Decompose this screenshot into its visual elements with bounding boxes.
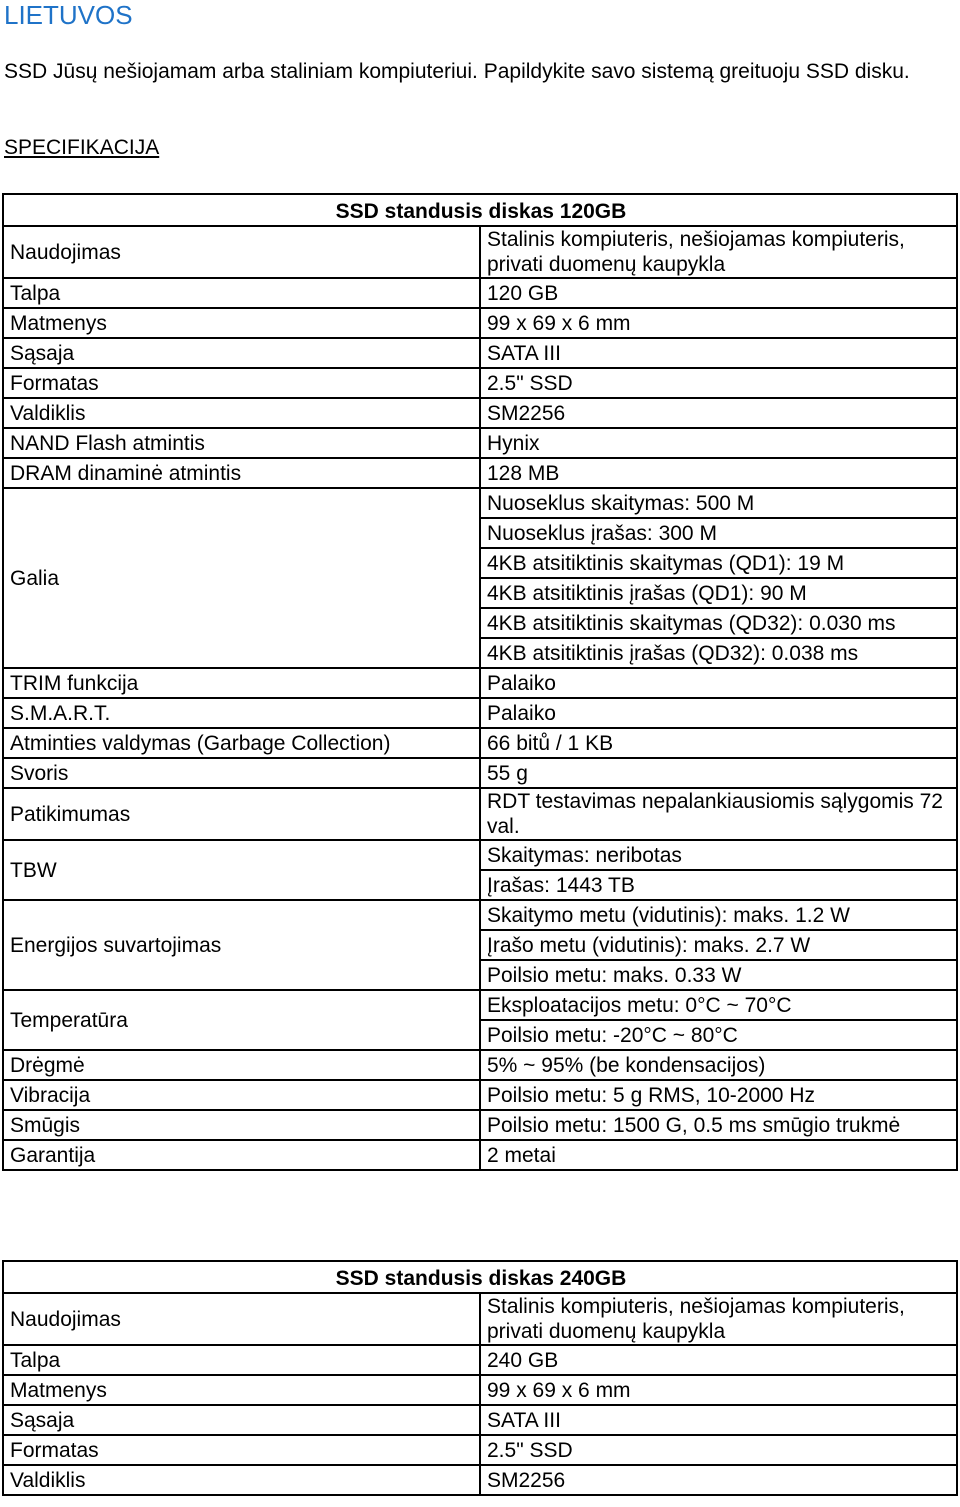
table-row [3, 488, 957, 518]
spec-value: 66 bitů / 1 KB [480, 728, 957, 758]
intro-text: SSD Jūsų nešiojamam arba staliniam kompiuteriui. Papildykite savo sistemą greituoju SSD disku. [4, 60, 910, 83]
spec-value: 120 GB [480, 278, 957, 308]
spec-label-tbw: TBW [3, 840, 480, 900]
spec-value: 99 x 69 x 6 mm [480, 1375, 957, 1405]
spec-value: 240 GB [480, 1345, 957, 1375]
spec-table-240gb [2, 1260, 958, 1496]
spec-label-talpa: Talpa [3, 278, 480, 308]
table-row [3, 840, 957, 870]
spec-value: Poilsio metu: -20°C ~ 80°C [480, 1020, 957, 1050]
spec-value: Skaitymo metu (vidutinis): maks. 1.2 W [480, 900, 957, 930]
table-title: SSD standusis diskas 120GB [3, 194, 957, 226]
spec-value: 2.5" SSD [480, 368, 957, 398]
spec-label-galia: Galia [3, 488, 480, 668]
table-row [3, 1050, 957, 1080]
table-row [3, 668, 957, 698]
spec-label-valdiklis: Valdiklis [3, 398, 480, 428]
table-row [3, 758, 957, 788]
spec-value: Įrašo metu (vidutinis): maks. 2.7 W [480, 930, 957, 960]
table-row [3, 1345, 957, 1375]
spec-value: Nuoseklus skaitymas: 500 M [480, 488, 957, 518]
table-row [3, 1110, 957, 1140]
spec-label-dregme: Drėgmė [3, 1050, 480, 1080]
spec-label-matmenys: Matmenys [3, 1375, 480, 1405]
table-row [3, 428, 957, 458]
spec-value: 5% ~ 95% (be kondensacijos) [480, 1050, 957, 1080]
page-heading: LIETUVOS [4, 0, 133, 30]
table-row [3, 368, 957, 398]
spec-label-naudojimas: Naudojimas [3, 1293, 480, 1345]
spec-label-matmenys: Matmenys [3, 308, 480, 338]
table-row [3, 788, 957, 840]
spec-label-smugis: Smūgis [3, 1110, 480, 1140]
spec-value: Įrašas: 1443 TB [480, 870, 957, 900]
spec-value: Stalinis kompiuteris, nešiojamas kompiuteris, privati duomenų kaupykla [480, 226, 957, 278]
table-row [3, 1293, 957, 1345]
spec-label-sasaja: Sąsaja [3, 338, 480, 368]
table-row [3, 900, 957, 930]
table-row [3, 398, 957, 428]
spec-label-dram-dinamine-atmintis: DRAM dinaminė atmintis [3, 458, 480, 488]
spec-label-svoris: Svoris [3, 758, 480, 788]
spec-label-naudojimas: Naudojimas [3, 226, 480, 278]
spec-value: 4KB atsitiktinis įrašas (QD1): 90 M [480, 578, 957, 608]
spec-label-nand-flash-atmintis: NAND Flash atmintis [3, 428, 480, 458]
table-row [3, 458, 957, 488]
spec-value: SATA III [480, 1405, 957, 1435]
table-row [3, 1140, 957, 1170]
spec-value: 128 MB [480, 458, 957, 488]
table-row [3, 308, 957, 338]
table-row [3, 990, 957, 1020]
table-title: SSD standusis diskas 240GB [3, 1261, 957, 1293]
table-row [3, 1405, 957, 1435]
spec-value: Poilsio metu: maks. 0.33 W [480, 960, 957, 990]
spec-value: Skaitymas: neribotas [480, 840, 957, 870]
spec-value: 2.5" SSD [480, 1435, 957, 1465]
spec-label-sasaja: Sąsaja [3, 1405, 480, 1435]
table-row [3, 728, 957, 758]
table-row [3, 278, 957, 308]
table-row [3, 338, 957, 368]
spec-value: SM2256 [480, 398, 957, 428]
spec-label-talpa: Talpa [3, 1345, 480, 1375]
spec-label-trim-funkcija: TRIM funkcija [3, 668, 480, 698]
spec-value: 4KB atsitiktinis skaitymas (QD1): 19 M [480, 548, 957, 578]
spec-value: Palaiko [480, 668, 957, 698]
spec-value: Nuoseklus įrašas: 300 M [480, 518, 957, 548]
spec-label-energijos-suvartojimas: Energijos suvartojimas [3, 900, 480, 990]
spec-value: Poilsio metu: 1500 G, 0.5 ms smūgio trukmė [480, 1110, 957, 1140]
spec-value: SATA III [480, 338, 957, 368]
spec-label-atminties-valdymas-garbage-collection: Atminties valdymas (Garbage Collection) [3, 728, 480, 758]
table-row [3, 226, 957, 278]
spec-value: Eksploatacijos metu: 0°C ~ 70°C [480, 990, 957, 1020]
table-row [3, 1435, 957, 1465]
spec-value: Hynix [480, 428, 957, 458]
spec-value: 4KB atsitiktinis skaitymas (QD32): 0.030 ms [480, 608, 957, 638]
spec-table-120gb [2, 193, 958, 1171]
spec-label-valdiklis: Valdiklis [3, 1465, 480, 1495]
spec-label-temperatura: Temperatūra [3, 990, 480, 1050]
spec-heading: SPECIFIKACIJA [4, 136, 160, 159]
spec-value: RDT testavimas nepalankiausiomis sąlygomis 72 val. [480, 788, 957, 840]
spec-label-formatas: Formatas [3, 368, 480, 398]
spec-value: 2 metai [480, 1140, 957, 1170]
table-row [3, 1465, 957, 1495]
spec-label-s-m-a-r-t: S.M.A.R.T. [3, 698, 480, 728]
spec-label-patikimumas: Patikimumas [3, 788, 480, 840]
spec-label-garantija: Garantija [3, 1140, 480, 1170]
spec-value: Palaiko [480, 698, 957, 728]
spec-label-vibracija: Vibracija [3, 1080, 480, 1110]
spec-value: SM2256 [480, 1465, 957, 1495]
spec-label-formatas: Formatas [3, 1435, 480, 1465]
table-row [3, 1080, 957, 1110]
table-row [3, 1375, 957, 1405]
spec-value: Poilsio metu: 5 g RMS, 10-2000 Hz [480, 1080, 957, 1110]
spec-value: Stalinis kompiuteris, nešiojamas kompiuteris, privati duomenų kaupykla [480, 1293, 957, 1345]
spec-value: 99 x 69 x 6 mm [480, 308, 957, 338]
spec-value: 55 g [480, 758, 957, 788]
spec-value: 4KB atsitiktinis įrašas (QD32): 0.038 ms [480, 638, 957, 668]
table-row [3, 698, 957, 728]
